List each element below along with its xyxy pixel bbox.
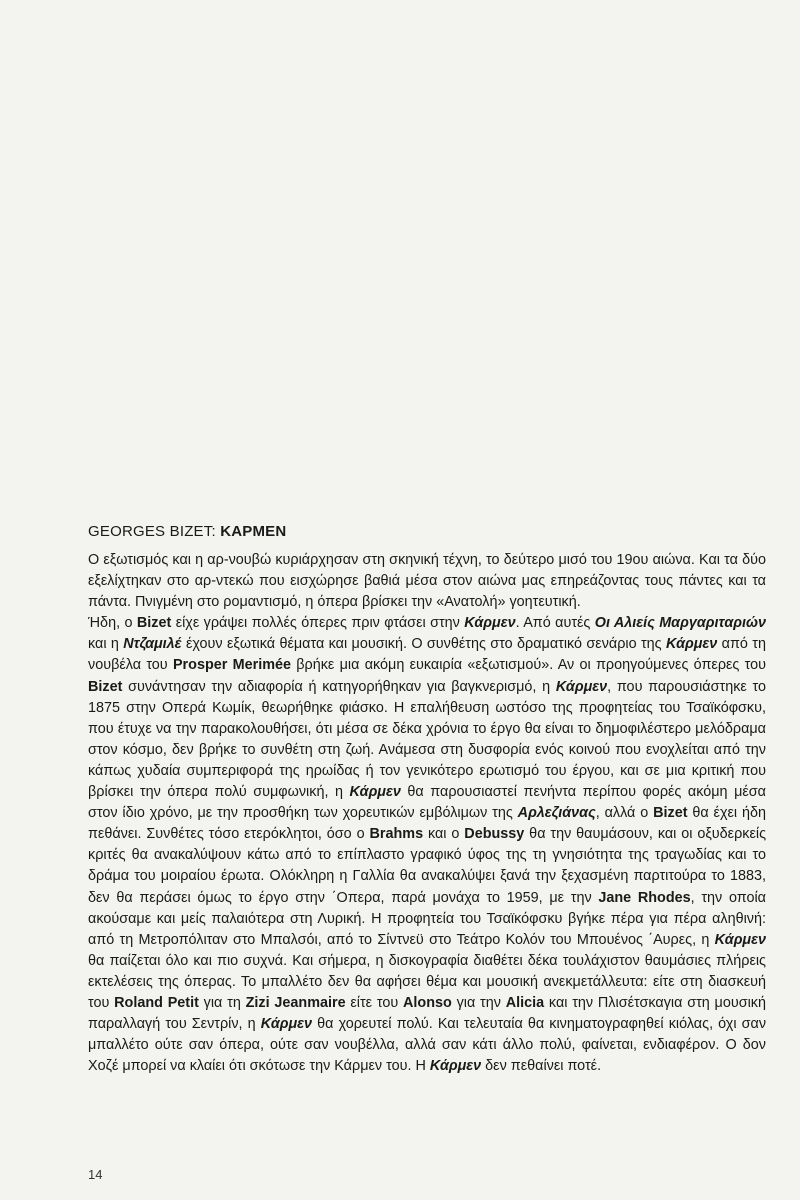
italic-title-text: Κάρμεν [349, 784, 401, 801]
body-text: , που παρουσιάστηκε το 1875 στην Οπερά Κωμίκ, θεωρήθηκε φιάσκο. Η επαλήθευση ωστόσο της προφητείας του Τσαϊκόφσκυ, που έτυχε να την παρακολουθήσει, ότι μέσα σε δέκα χρόνια το έργο θα είναι το δημοφιλέστερο μελόδραμα στον κόσμο, δεν βρήκε το συνθέτη στη ζωή. Ανάμεσα στη δυσφορία ενός κοινού που ενοχλείται από την κάπως χυδαία συμπεριφορά της ηρωίδας ή τον γενικότερο ερωτισμό του έργου, και σε μια κριτική που βρίσκει την όπερα πολύ συμφωνική, η [88, 678, 766, 801]
body-text: δεν πεθαίνει ποτέ. [481, 1058, 602, 1075]
italic-title-text: Ντζαμιλέ [123, 636, 182, 653]
body-text: θα έχει ήδη πεθάνει. Συνθέτες τόσο ετερόκλητοι, όσο ο [88, 805, 767, 843]
proper-name-text: Zizi Jeanmaire [245, 994, 346, 1011]
proper-name-text: Brahms [369, 826, 424, 843]
proper-name-text: Jane Rhodes [598, 889, 691, 906]
italic-title-text: Κάρμεν [714, 931, 766, 948]
body-text: είχε γράψει πολλές όπερες πριν φτάσει στην [171, 615, 465, 632]
body-text: είτε του [345, 994, 404, 1011]
article-paragraph [88, 613, 766, 1077]
body-text: θα την θαυμάσουν, και οι οξυδερκείς κριτές θα ανακαλύψουν κάτω από το επίπλαστο γραφικό ύφος της τη γνησιότητα της τραγωδίας και το δράμα του μοιραίου έρωτα. Ολόκληρη η Γαλλία θα ανακαλύψει ξανά την ξεχασμένη παρτιτούρα το 1883, δεν θα περάσει όμως το έργο στην ΄Οπερα, παρά μονάχα το 1959, με την [88, 826, 767, 906]
body-text: για τη [198, 994, 246, 1011]
body-text: . Από αυτές [515, 615, 595, 632]
body-text: συνάντησαν την αδιαφορία ή κατηγορήθηκαν για βαγκνερισμό, η [122, 678, 556, 695]
proper-name-text: Bizet [653, 805, 688, 822]
body-text: Ο εξωτισμός και η αρ-νουβώ κυριάρχησαν στη σκηνική τέχνη, το δεύτερο μισό του 19ου αιώνα. Και τα δύο εξελίχτηκαν στο αρ-ντεκώ που εισχώρησε βαθιά μέσα στον αιώνα μας επηρεάζοντας τους πάντες και τα πάντα. Πνιγμένη στο ρομαντισμό, η όπερα βρίσκει την «Ανατολή» γοητευτική. [88, 552, 766, 611]
composer-name: GEORGES BIZET: [88, 523, 216, 540]
article-paragraph [88, 550, 766, 613]
article-body [88, 550, 766, 1077]
italic-title-text: Οι Αλιείς Μαργαριταριών [594, 615, 766, 632]
body-text: , αλλά ο [595, 805, 654, 822]
proper-name-text: Bizet [88, 678, 123, 695]
italic-title-text: Κάρμεν [260, 1016, 313, 1033]
proper-name-text: Roland Petit [114, 994, 199, 1011]
body-text: για την [451, 994, 506, 1011]
proper-name-text: Bizet [136, 615, 172, 632]
body-text: , την οποία ακούσαμε και μείς παλαιότερα στη Λυρική. Η προφητεία του Τσαϊκόφσκυ βγήκε πέρα για πέρα αληθινή: από τη Μετροπόλιταν στο Μπαλσόι, από το Σίντνεϋ στο Τεάτρο Κολόν του Μπουένος ΄Αυρες, η [88, 889, 766, 948]
proper-name-text: Prosper Merimée [172, 657, 291, 674]
page-number: 14 [88, 1167, 103, 1182]
italic-title-text: Κάρμεν [665, 636, 718, 653]
italic-title-text: Κάρμεν [555, 678, 608, 695]
body-text: θα παίζεται όλο και πιο συχνά. Και σήμερα, η δισκογραφία διαθέτει δέκα τουλάχιστον θαυμάσιες πλήρεις εκτελέσεις της όπερας. Το μπαλλέτο δεν θα αφήσει θέμα και μουσική ανεκμετάλλευτα: είτε στη διασκευή του [88, 952, 766, 1011]
proper-name-text: Alicia [505, 994, 545, 1011]
italic-title-text: Κάρμεν [429, 1058, 482, 1075]
proper-name-text: Alonso [403, 994, 452, 1011]
body-text: Ήδη, ο [88, 615, 137, 632]
article-heading [88, 523, 286, 540]
body-text: από τη νουβέλα του [88, 636, 766, 674]
body-text: και η [88, 636, 124, 653]
italic-title-text: Κάρμεν [464, 615, 516, 632]
opera-title: ΚΑΡΜΕΝ [220, 523, 287, 540]
body-text: θα χορευτεί πολύ. Και τελευταία θα κινηματογραφηθεί κιόλας, όχι σαν μπαλλέτο ούτε σαν όπερα, ούτε σαν νουβέλλα, αλλά σαν κάτι άλλο πολύ, φαίνεται, ενδιαφέρον. Ο δον Χοζέ μπορεί να κλαίει ότι σκότωσε την Κάρμεν του. Η [88, 1016, 767, 1075]
body-text: έχουν εξωτικά θέματα και μουσική. Ο συνθέτης στο δραματικό σενάριο της [181, 636, 666, 653]
body-text: και ο [423, 826, 465, 843]
italic-title-text: Αρλεζιάνας [517, 805, 596, 822]
body-text: και την Πλισέτσκαγια στη μουσική παραλλαγή του Σεντρίν, η [88, 994, 766, 1033]
body-text: θα παρουσιαστεί πενήντα περίπου φορές ακόμη μέσα στον ίδιο χρόνο, με την προσθήκη των χορευτικών εμβόλιμων της [88, 784, 766, 822]
body-text: βρήκε μια ακόμη ευκαιρία «εξωτισμού». Αν οι προηγούμενες όπερες του [291, 657, 766, 674]
proper-name-text: Debussy [464, 826, 525, 843]
